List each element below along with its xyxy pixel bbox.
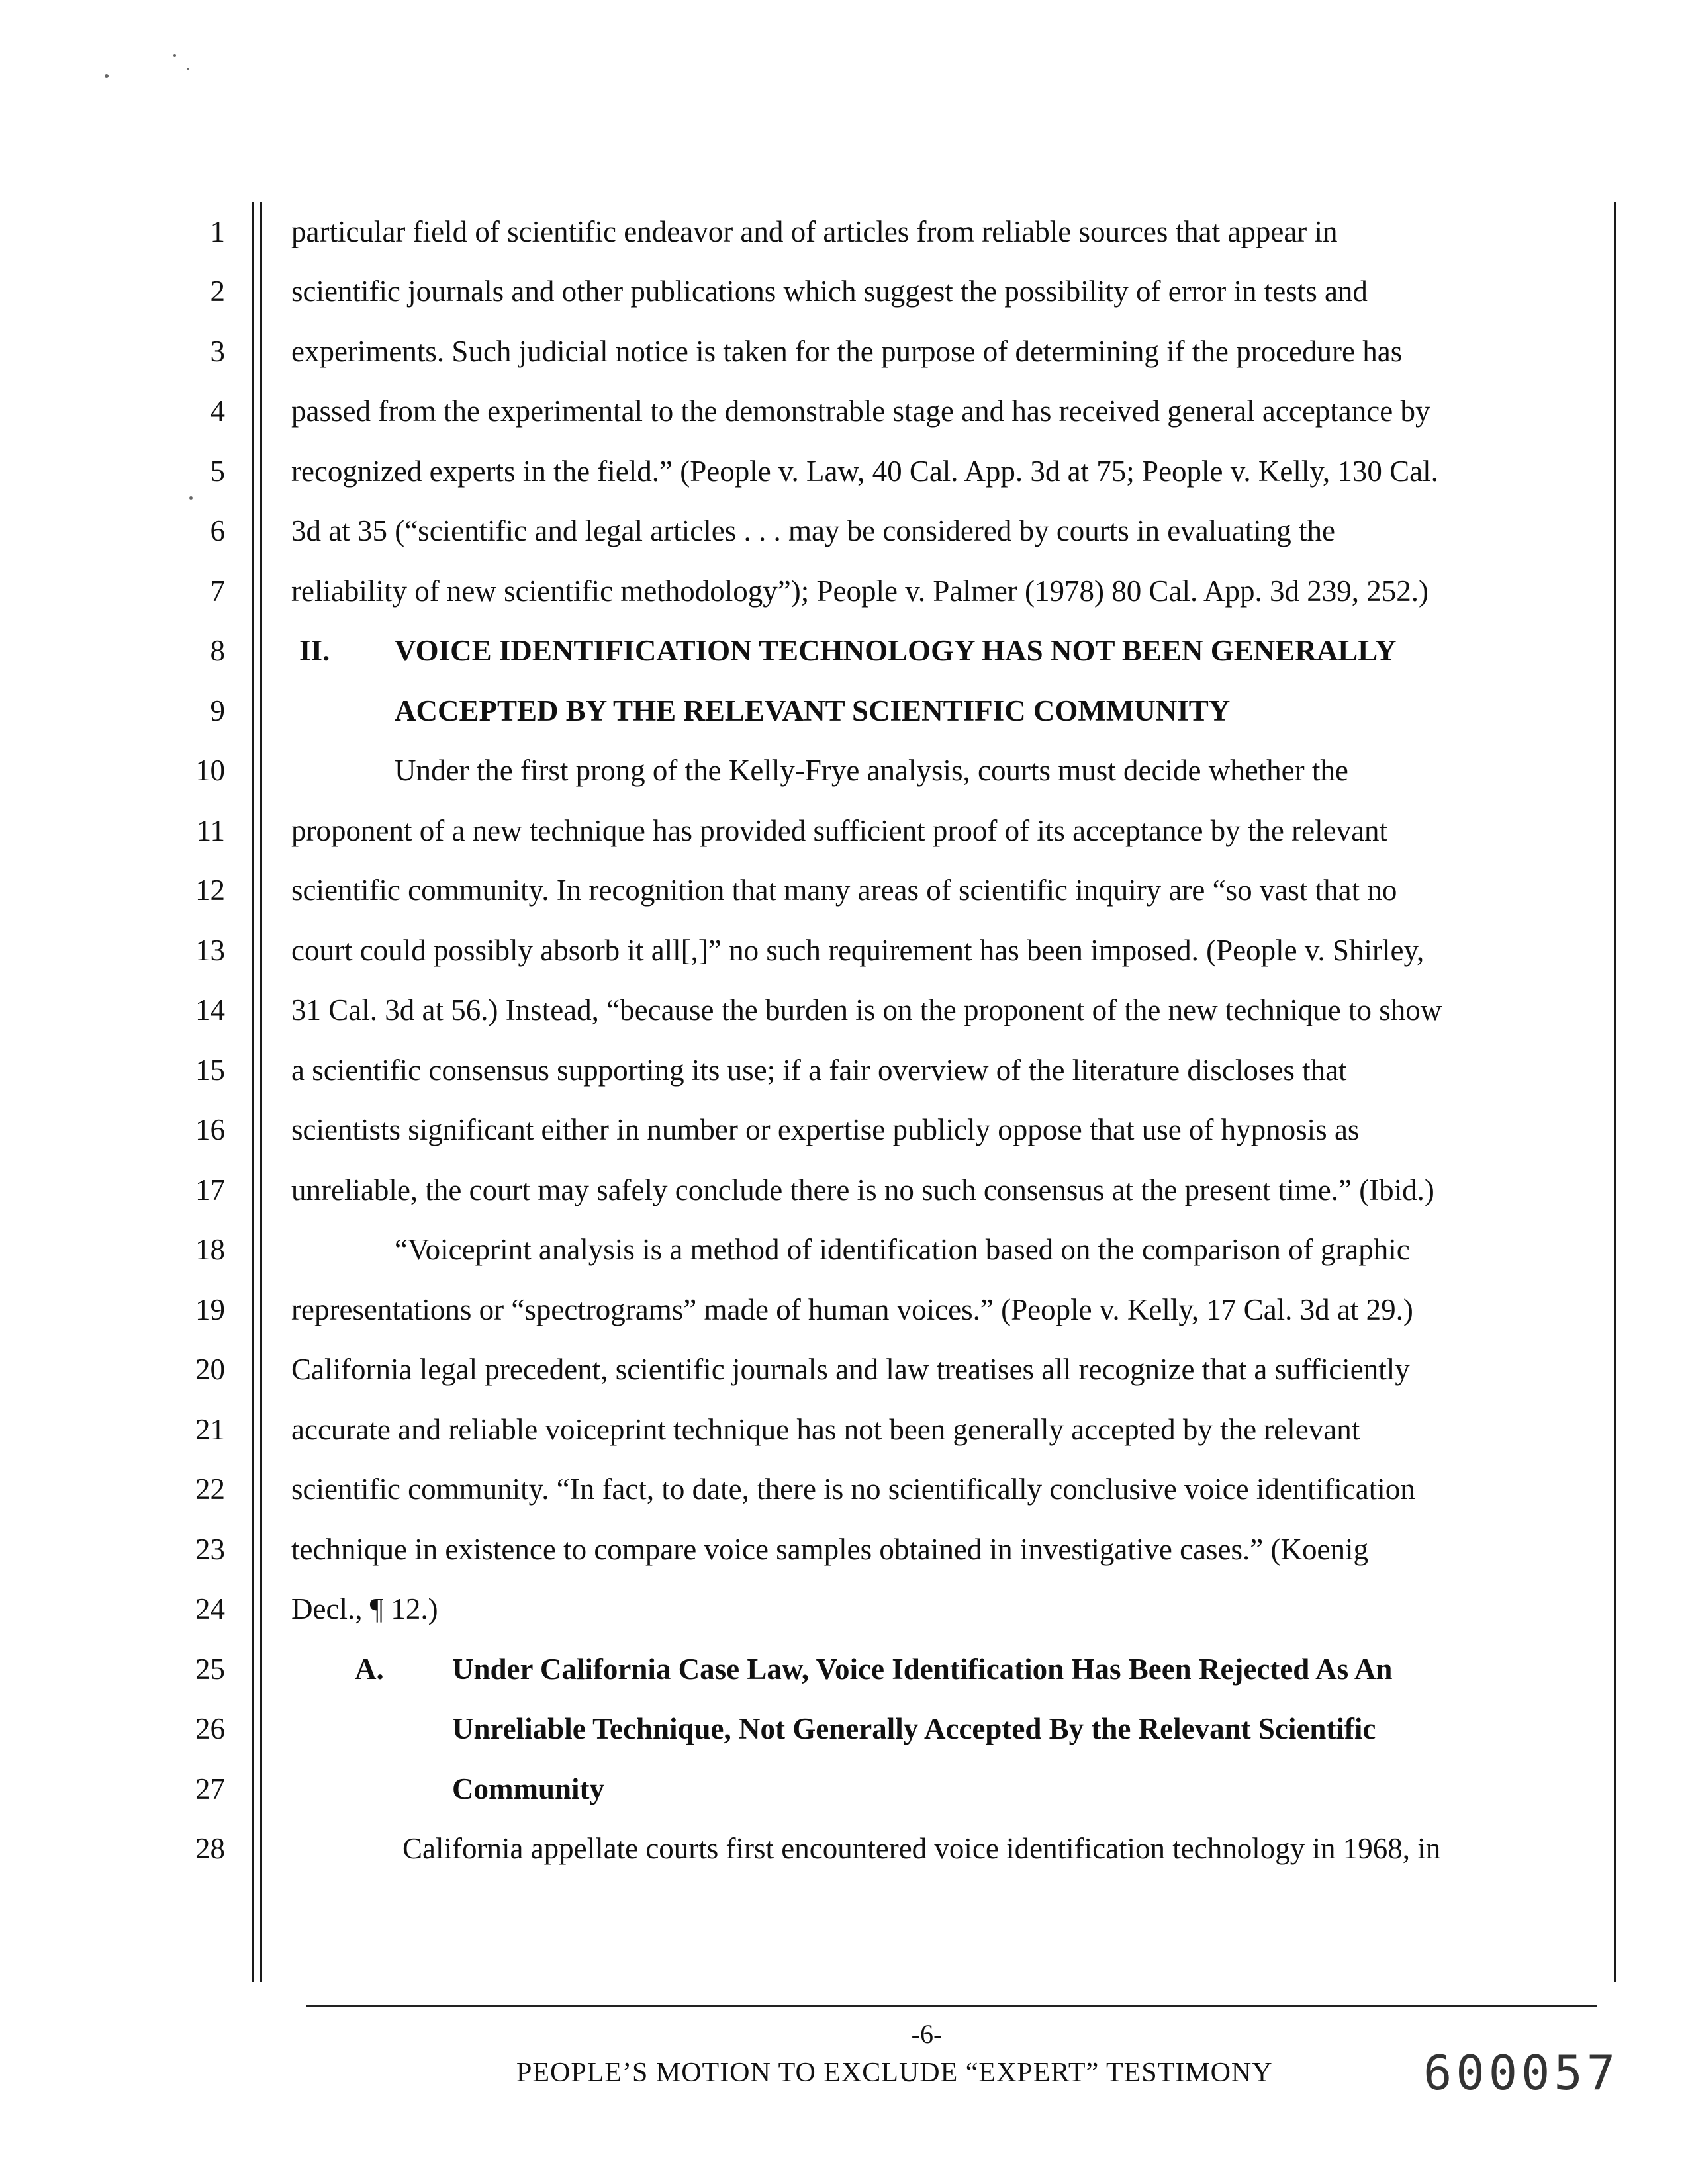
body-line: recognized experts in the field.” (People v. Law, 40 Cal. App. 3d at 75; People v. Kelly, 130 Cal. — [291, 455, 1438, 488]
line-number: 7 — [210, 574, 225, 608]
body-line: scientific journals and other publications which suggest the possibility of error in tests and — [291, 275, 1368, 308]
line-number: 14 — [195, 993, 225, 1026]
body-line: Decl., ¶ 12.) — [291, 1592, 438, 1625]
body-line: a scientific consensus supporting its use; if a fair overview of the literature discloses that — [291, 1054, 1347, 1087]
body-line: unreliable, the court may safely conclude there is no such consensus at the present time.” (Ibid.) — [291, 1173, 1434, 1206]
scan-speck — [105, 74, 109, 78]
subsection-heading: Community — [452, 1772, 605, 1805]
scan-speck — [187, 68, 189, 70]
body-line: California legal precedent, scientific journals and law treatises all recognize that a sufficiently — [291, 1353, 1410, 1386]
line-number: 18 — [195, 1233, 225, 1266]
line-number: 21 — [195, 1413, 225, 1446]
body-line: accurate and reliable voiceprint technique has not been generally accepted by the relevant — [291, 1413, 1360, 1446]
line-number: 22 — [195, 1473, 225, 1506]
line-number: 11 — [196, 814, 225, 847]
section-number: II. — [299, 634, 330, 667]
line-number: 26 — [195, 1712, 225, 1745]
line-number: 4 — [210, 394, 225, 428]
left-margin-rule-inner — [260, 202, 262, 1982]
footer-rule — [306, 2005, 1597, 2007]
body-line: “Voiceprint analysis is a method of identification based on the comparison of graphic — [395, 1233, 1410, 1266]
line-number: 1 — [210, 215, 225, 248]
body-line: experiments. Such judicial notice is taken for the purpose of determining if the procedure has — [291, 335, 1403, 368]
body-line: scientists significant either in number or expertise publicly oppose that use of hypnosis as — [291, 1113, 1360, 1146]
body-line: technique in existence to compare voice samples obtained in investigative cases.” (Koenig — [291, 1533, 1368, 1566]
body-line: scientific community. In recognition that many areas of scientific inquiry are “so vast that no — [291, 874, 1397, 907]
line-number: 16 — [195, 1113, 225, 1146]
line-number: 28 — [195, 1832, 225, 1865]
line-number: 8 — [210, 634, 225, 667]
right-margin-rule — [1614, 202, 1616, 1982]
line-number: 20 — [195, 1353, 225, 1386]
line-number: 6 — [210, 514, 225, 547]
body-line: representations or “spectrograms” made of human voices.” (People v. Kelly, 17 Cal. 3d at 29.) — [291, 1293, 1413, 1326]
line-number: 5 — [210, 455, 225, 488]
body-line: particular field of scientific endeavor and of articles from reliable sources that appear in — [291, 215, 1338, 248]
left-margin-rule — [252, 202, 254, 1982]
body-line: scientific community. “In fact, to date, there is no scientifically conclusive voice identification — [291, 1473, 1415, 1506]
line-number: 10 — [195, 754, 225, 787]
body-line: 31 Cal. 3d at 56.) Instead, “because the burden is on the proponent of the new technique to show — [291, 993, 1442, 1026]
scan-speck — [189, 496, 193, 500]
body-line: court could possibly absorb it all[,]” no such requirement has been imposed. (People v. Shirley, — [291, 934, 1425, 967]
body-line: Under the first prong of the Kelly-Frye analysis, courts must decide whether the — [395, 754, 1348, 787]
subsection-heading: Unreliable Technique, Not Generally Accepted By the Relevant Scientific — [452, 1712, 1376, 1745]
body-line: California appellate courts first encountered voice identification technology in 1968, in — [402, 1832, 1441, 1865]
scan-speck — [173, 54, 176, 57]
subsection-number: A. — [355, 1653, 384, 1686]
line-number: 19 — [195, 1293, 225, 1326]
body-line: reliability of new scientific methodology”); People v. Palmer (1978) 80 Cal. App. 3d 239, 252.) — [291, 574, 1429, 608]
line-number: 27 — [195, 1772, 225, 1805]
line-number: 9 — [210, 694, 225, 727]
line-number: 2 — [210, 275, 225, 308]
body-line: proponent of a new technique has provided sufficient proof of its acceptance by the relevant — [291, 814, 1388, 847]
bates-number: 600057 — [1423, 2045, 1620, 2101]
line-number: 17 — [195, 1173, 225, 1206]
body-line: passed from the experimental to the demonstrable stage and has received general acceptance by — [291, 394, 1430, 428]
page-number: -6- — [911, 2019, 943, 2049]
line-number: 15 — [195, 1054, 225, 1087]
subsection-heading: Under California Case Law, Voice Identification Has Been Rejected As An — [452, 1653, 1393, 1686]
section-heading: VOICE IDENTIFICATION TECHNOLOGY HAS NOT BEEN GENERALLY — [395, 634, 1397, 667]
line-number: 23 — [195, 1533, 225, 1566]
line-number: 12 — [195, 874, 225, 907]
line-number: 3 — [210, 335, 225, 368]
section-heading: ACCEPTED BY THE RELEVANT SCIENTIFIC COMMUNITY — [395, 694, 1231, 727]
footer-title: PEOPLE’S MOTION TO EXCLUDE “EXPERT” TESTIMONY — [516, 2058, 1273, 2088]
line-number: 25 — [195, 1653, 225, 1686]
line-number: 13 — [195, 934, 225, 967]
body-line: 3d at 35 (“scientific and legal articles . . . may be considered by courts in evaluating the — [291, 514, 1335, 547]
line-number: 24 — [195, 1592, 225, 1625]
